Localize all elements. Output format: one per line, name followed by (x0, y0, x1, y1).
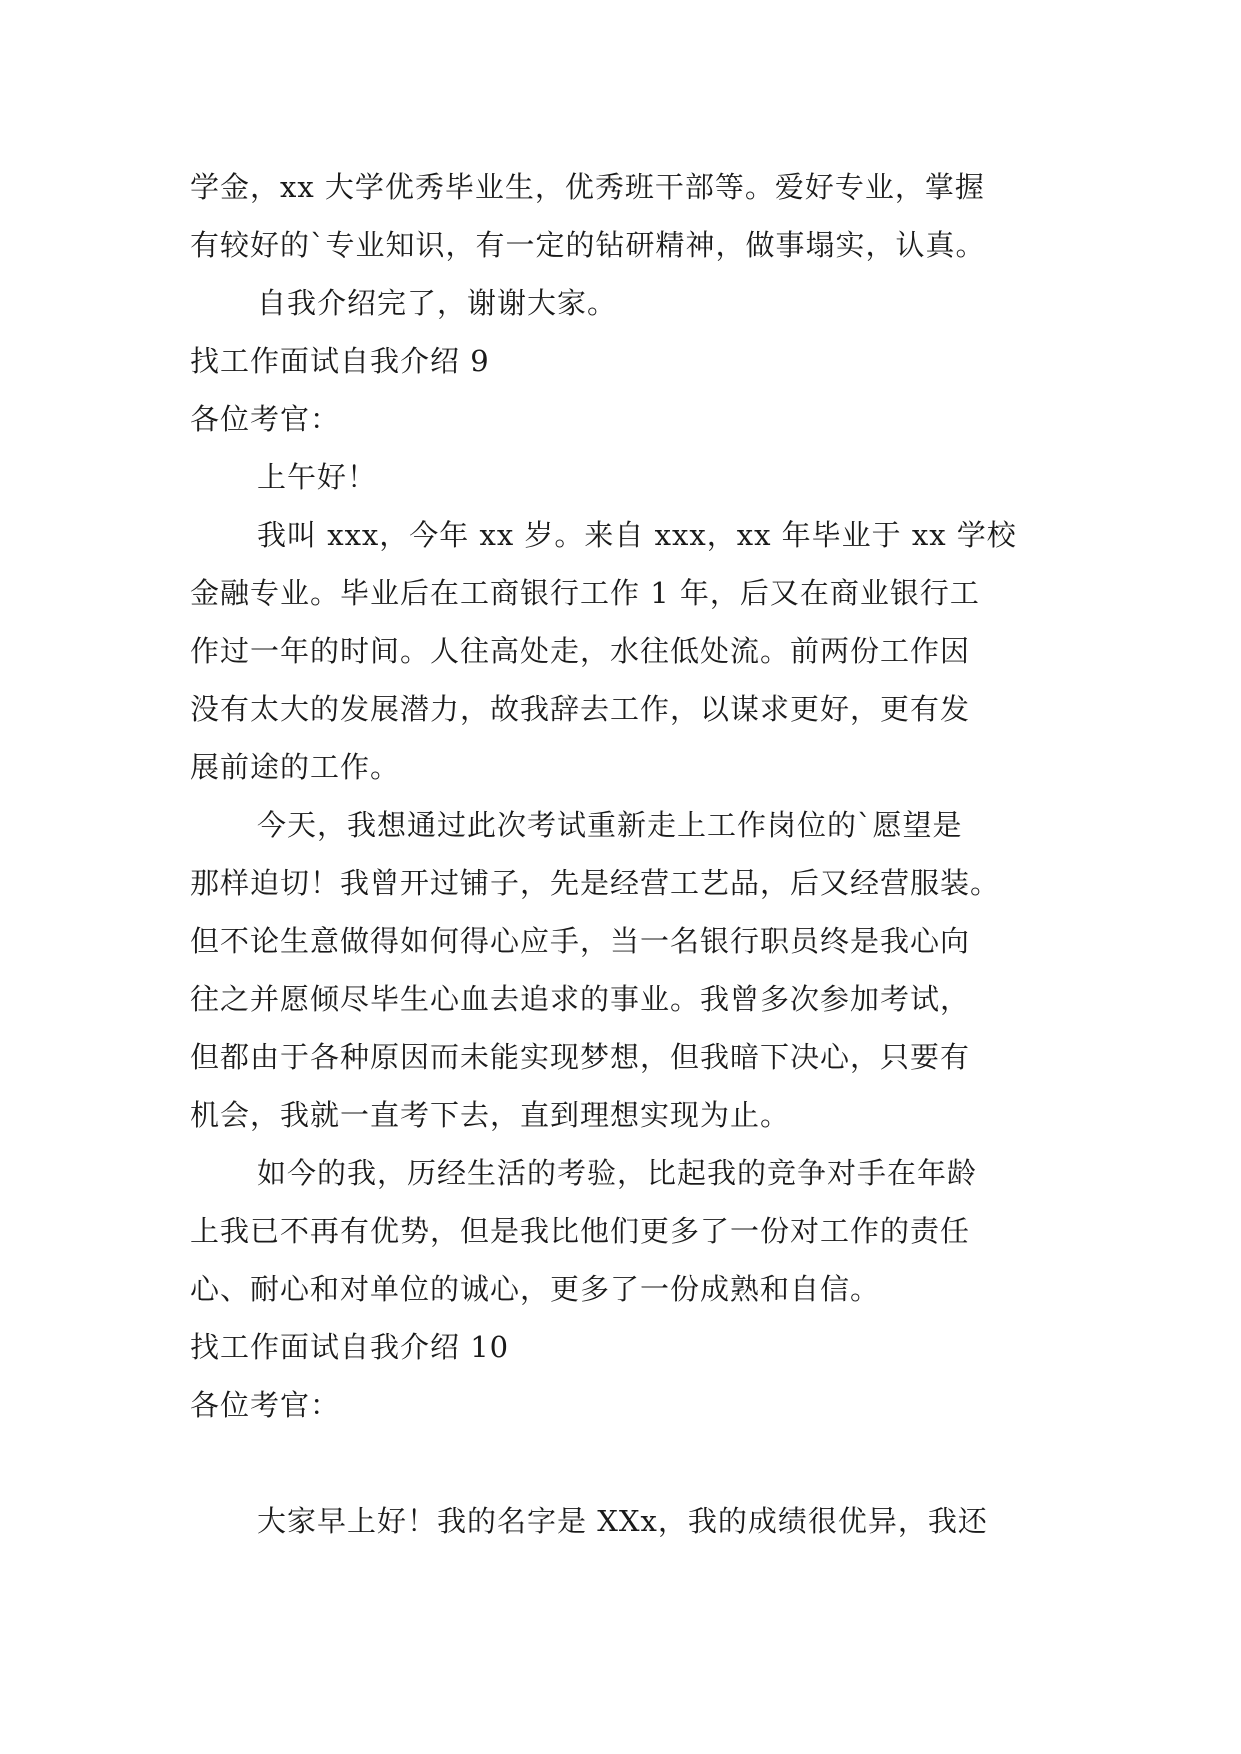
section-heading: 找工作面试自我介绍 10 (190, 1330, 510, 1364)
body-line: 但不论生意做得如何得心应手，当一名银行职员终是我心向 (190, 924, 971, 958)
body-line: 学金，xx 大学优秀毕业生，优秀班干部等。爱好专业，掌握 (190, 170, 985, 204)
body-line: 有较好的`专业知识，有一定的钻研精神，做事塌实，认真。 (190, 228, 986, 262)
document-body (190, 158, 1050, 1550)
body-line: 没有太大的发展潜力，故我辞去工作，以谋求更好，更有发 (190, 692, 971, 726)
body-line: 上我已不再有优势，但是我比他们更多了一份对工作的责任 (190, 1214, 971, 1248)
salutation: 各位考官： (190, 402, 341, 436)
body-line: 展前途的工作。 (190, 750, 401, 784)
body-line: 金融专业。毕业后在工商银行工作 1 年，后又在商业银行工 (190, 576, 980, 610)
body-line: 心、耐心和对单位的诚心，更多了一份成熟和自信。 (190, 1272, 881, 1306)
body-line: 往之并愿倾尽毕生心血去追求的事业。我曾多次参加考试， (190, 982, 971, 1016)
closing-line: 自我介绍完了，谢谢大家。 (257, 286, 618, 320)
body-line: 我叫 xxx，今年 xx 岁。来自 xxx，xx 年毕业于 xx 学校 (257, 518, 1017, 552)
greeting: 上午好！ (257, 460, 378, 494)
body-line: 如今的我，历经生活的考验，比起我的竞争对手在年龄 (257, 1156, 978, 1190)
body-line: 机会，我就一直考下去，直到理想实现为止。 (190, 1098, 791, 1132)
body-line: 今天，我想通过此次考试重新走上工作岗位的`愿望是 (257, 808, 963, 842)
body-line: 作过一年的时间。人往高处走，水往低处流。前两份工作因 (190, 634, 971, 668)
body-line: 但都由于各种原因而未能实现梦想，但我暗下决心，只要有 (190, 1040, 971, 1074)
body-line: 大家早上好！我的名字是 XXx，我的成绩很优异，我还 (257, 1504, 988, 1538)
salutation: 各位考官： (190, 1388, 341, 1422)
section-heading: 找工作面试自我介绍 9 (190, 344, 490, 378)
body-line: 那样迫切！我曾开过铺子，先是经营工艺品，后又经营服装。 (190, 866, 1001, 900)
blank-line (190, 1434, 1050, 1492)
